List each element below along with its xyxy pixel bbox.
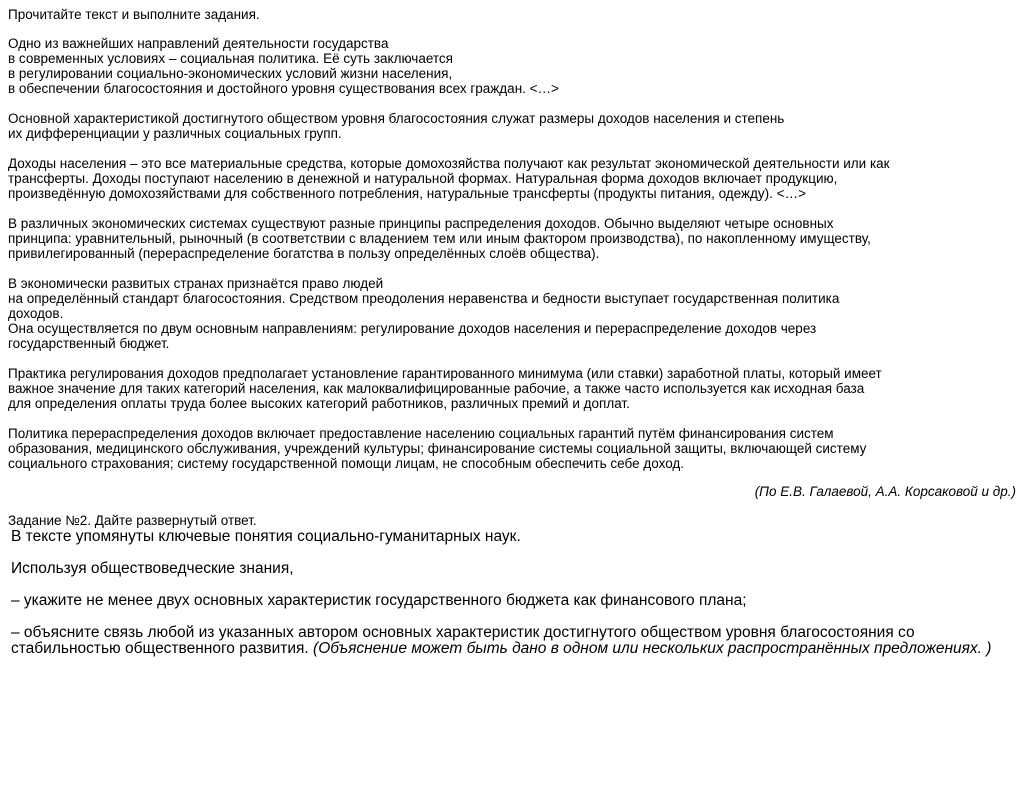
text-line: Практика регулирования доходов предполагает установление гарантированного минимума (или ставки) заработной платы, который имеет [8, 366, 882, 381]
task-line-using-knowledge: Используя обществоведческие знания, [11, 560, 294, 577]
paragraph-income-regulation [8, 366, 1018, 411]
paragraph-social-policy [8, 36, 1018, 96]
text-line: доходов. [8, 306, 64, 321]
text-line: привилегированный (перераспределение богатства в пользу определённых слоёв общества). [8, 246, 600, 261]
text-line: принципа: уравнительный, рыночный (в соответствии с владением тем или иным фактором производства), по накопленному имуществу, [8, 231, 871, 246]
text-line: в обеспечении благосостояния и достойного уровня существования всех граждан. <…> [8, 81, 559, 96]
text-line: социального страхования; систему государственной помощи лицам, не способным обеспечить себе доход. [8, 456, 685, 471]
text-line: Политика перераспределения доходов включает предоставление населению социальных гарантий путём финансирования систем [8, 426, 834, 441]
source-attribution: (По Е.В. Галаевой, А.А. Корсаковой и др.) [754, 484, 1016, 499]
task-line-budget: – укажите не менее двух основных характеристик государственного бюджета как финансового плана; [11, 592, 747, 609]
paragraph-redistribution-policy [8, 426, 1018, 471]
text-line: на определённый стандарт благосостояния. Средством преодоления неравенства и бедности выступает государственная политика [8, 291, 840, 306]
paragraph-welfare-characteristic [8, 111, 1018, 141]
text-line: в регулировании социально-экономических условий жизни населения, [8, 66, 453, 81]
paragraph-income-definition [8, 156, 1018, 201]
text-line: Она осуществляется по двум основным направлениям: регулирование доходов населения и перераспределение доходов через [8, 321, 817, 336]
task-line-explain-main: – объясните связь любой из указанных автором основных характеристик достигнутого обществом уровня благосостояния со стабильностью общественного развития. [11, 624, 915, 657]
text-line: Одно из важнейших направлений деятельности государства [8, 36, 389, 51]
paragraph-income-policy [8, 276, 1018, 351]
task-title: Задание №2. Дайте развернутый ответ. [8, 513, 257, 528]
text-line: их дифференциации у различных социальных групп. [8, 126, 342, 141]
text-line: важное значение для таких категорий населения, как малоквалифицированные рабочие, а также часто используется как исходная база [8, 381, 865, 396]
task-line-explain-note: (Объяснение может быть дано в одном или нескольких распространённых предложениях. ) [313, 640, 992, 657]
task-body [8, 529, 1018, 657]
task-line-concepts: В тексте упомянуты ключевые понятия социально-гуманитарных наук. [11, 528, 521, 545]
text-line: трансферты. Доходы поступают населению в денежной и натуральной формах. Натуральная форма доходов включает продукцию, [8, 171, 838, 186]
text-line: В различных экономических системах существуют разные принципы распределения доходов. Обычно выделяют четыре основных [8, 216, 834, 231]
text-line: Основной характеристикой достигнутого обществом уровня благосостояния служат размеры доходов населения и степень [8, 111, 785, 126]
text-line: в современных условиях – социальная политика. Её суть заключается [8, 51, 453, 66]
task-line-explain [11, 625, 1018, 657]
text-line: государственный бюджет. [8, 336, 170, 351]
text-line: для определения оплаты труда более высоких категорий работников, различных премий и доплат. [8, 396, 630, 411]
text-line: В экономически развитых странах признаётся право людей [8, 276, 384, 291]
instruction-text: Прочитайте текст и выполните задания. [8, 7, 260, 22]
text-line: Доходы населения – это все материальные средства, которые домохозяйства получают как результат экономической деятельности или как [8, 156, 890, 171]
text-line: произведённую домохозяйствами для собственного потребления, натуральные трансферты (продукты питания, одежду). <…> [8, 186, 806, 201]
paragraph-distribution-principles [8, 216, 1018, 261]
text-line: образования, медицинского обслуживания, учреждений культуры; финансирование системы социальной защиты, включающей систему [8, 441, 867, 456]
